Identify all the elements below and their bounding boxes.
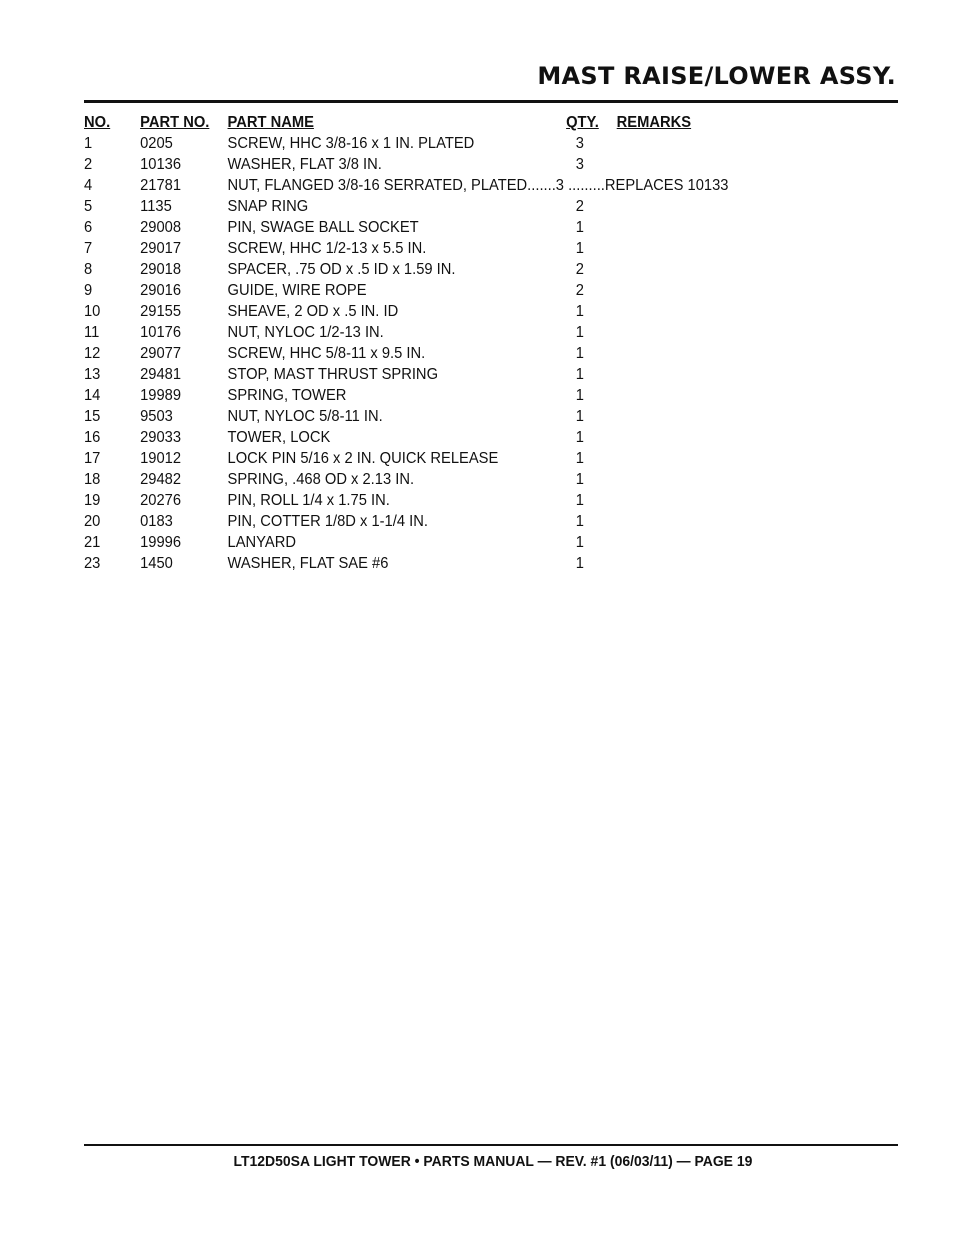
part-number: 1450 (140, 555, 173, 572)
part-number: 29481 (140, 366, 182, 383)
table-row (84, 301, 802, 322)
quantity: 1 (575, 555, 584, 572)
part-name: SCREW, HHC 5/8-11 x 9.5 IN. (227, 345, 426, 362)
table-row (84, 553, 802, 574)
item-no: 21 (84, 534, 101, 551)
part-name: PIN, COTTER 1/8D x 1-1/4 IN. (227, 513, 428, 530)
part-name: PIN, SWAGE BALL SOCKET (227, 219, 419, 236)
part-number: 29033 (140, 429, 182, 446)
page-title: MAST RAISE/LOWER ASSY. (537, 62, 896, 90)
part-name: NUT, NYLOC 1/2-13 IN. (227, 324, 384, 341)
column-header-remarks: REMARKS (616, 114, 692, 131)
item-no: 5 (84, 198, 93, 215)
table-row (84, 154, 802, 175)
parts-table (84, 112, 802, 574)
table-row (84, 448, 802, 469)
title-rule (84, 100, 898, 103)
part-name: SHEAVE, 2 OD x .5 IN. ID (227, 303, 399, 320)
part-number: 29016 (140, 282, 182, 299)
part-name: PIN, ROLL 1/4 x 1.75 IN. (227, 492, 390, 509)
table-row (84, 427, 802, 448)
item-no: 12 (84, 345, 101, 362)
part-name: TOWER, LOCK (227, 429, 331, 446)
item-no: 17 (84, 450, 101, 467)
part-name: SPRING, .468 OD x 2.13 IN. (227, 471, 415, 488)
quantity: 1 (575, 219, 584, 236)
item-no: 1 (84, 135, 93, 152)
part-name: SCREW, HHC 1/2-13 x 5.5 IN. (227, 240, 427, 257)
item-no: 15 (84, 408, 101, 425)
item-no: 11 (84, 324, 100, 341)
part-number: 19996 (140, 534, 182, 551)
part-name: WASHER, FLAT 3/8 IN. (227, 156, 382, 173)
table-row (84, 343, 802, 364)
table-row (84, 469, 802, 490)
part-number: 29017 (140, 240, 182, 257)
part-name: SPRING, TOWER (227, 387, 347, 404)
footer-rule (84, 1144, 898, 1146)
table-row (84, 280, 802, 301)
part-name: WASHER, FLAT SAE #6 (227, 555, 389, 572)
column-header-no: NO. (84, 114, 111, 131)
table-row (84, 322, 802, 343)
quantity: 1 (575, 387, 584, 404)
item-no: 16 (84, 429, 101, 446)
table-row (84, 364, 802, 385)
table-row (84, 196, 802, 217)
quantity: 1 (575, 450, 584, 467)
part-number: 29077 (140, 345, 182, 362)
table-row (84, 511, 802, 532)
item-no: 20 (84, 513, 101, 530)
part-number: 29482 (140, 471, 182, 488)
part-number: 29018 (140, 261, 182, 278)
part-number: 20276 (140, 492, 182, 509)
quantity: 1 (575, 366, 584, 383)
table-row (84, 490, 802, 511)
table-row (84, 385, 802, 406)
part-name: GUIDE, WIRE ROPE (227, 282, 367, 299)
part-name: SPACER, .75 OD x .5 ID x 1.59 IN. (227, 261, 456, 278)
quantity: 1 (575, 345, 584, 362)
item-no: 4 (84, 177, 93, 194)
part-number: 10136 (140, 156, 182, 173)
part-name: SCREW, HHC 3/8-16 x 1 IN. PLATED (227, 135, 475, 152)
item-no: 2 (84, 156, 93, 173)
item-no: 10 (84, 303, 101, 320)
part-number: 9503 (140, 408, 173, 425)
part-number: 21781 (140, 177, 182, 194)
part-number: 0205 (140, 135, 173, 152)
quantity: 2 (575, 198, 584, 215)
part-number: 1135 (140, 198, 172, 215)
item-no: 18 (84, 471, 101, 488)
column-header-part-no: PART NO. (140, 114, 210, 131)
item-no: 9 (84, 282, 93, 299)
quantity: 1 (575, 513, 584, 530)
quantity: 1 (575, 240, 584, 257)
part-number: 0183 (140, 513, 173, 530)
part-name: SNAP RING (227, 198, 309, 215)
item-no: 14 (84, 387, 101, 404)
part-number: 29155 (140, 303, 182, 320)
quantity: 1 (575, 492, 584, 509)
item-no: 7 (84, 240, 93, 257)
part-name: LOCK PIN 5/16 x 2 IN. QUICK RELEASE (227, 450, 499, 467)
quantity: 3 (575, 135, 584, 152)
table-row (84, 532, 802, 553)
quantity: 1 (575, 324, 584, 341)
quantity: 2 (575, 261, 584, 278)
quantity: 2 (575, 282, 584, 299)
footer-text: LT12D50SA LIGHT TOWER • PARTS MANUAL — REV. #1 (06/03/11) — PAGE 19 (233, 1153, 753, 1170)
quantity: 1 (575, 303, 584, 320)
part-name: NUT, NYLOC 5/8-11 IN. (227, 408, 383, 425)
part-number: 10176 (140, 324, 182, 341)
item-no: 19 (84, 492, 101, 509)
table-row (84, 217, 802, 238)
quantity: 1 (575, 408, 584, 425)
quantity: 1 (575, 429, 584, 446)
part-name: LANYARD (227, 534, 296, 551)
item-no: 6 (84, 219, 93, 236)
table-header-row (84, 112, 802, 133)
part-name: STOP, MAST THRUST SPRING (227, 366, 439, 383)
table-row (84, 406, 802, 427)
table-row (84, 238, 802, 259)
quantity: 1 (575, 471, 584, 488)
part-name: NUT, FLANGED 3/8-16 SERRATED, PLATED.......3 .........REPLACES 10133 (227, 177, 729, 194)
item-no: 13 (84, 366, 101, 383)
item-no: 8 (84, 261, 93, 278)
quantity: 1 (575, 534, 584, 551)
part-number: 19012 (140, 450, 182, 467)
table-row (84, 175, 802, 196)
item-no: 23 (84, 555, 101, 572)
part-number: 19989 (140, 387, 182, 404)
part-number: 29008 (140, 219, 182, 236)
table-row (84, 133, 802, 154)
table-row (84, 259, 802, 280)
column-header-part-name: PART NAME (227, 114, 314, 131)
page-footer (0, 1153, 954, 1170)
column-header-qty: QTY. (566, 114, 599, 131)
quantity: 3 (575, 156, 584, 173)
